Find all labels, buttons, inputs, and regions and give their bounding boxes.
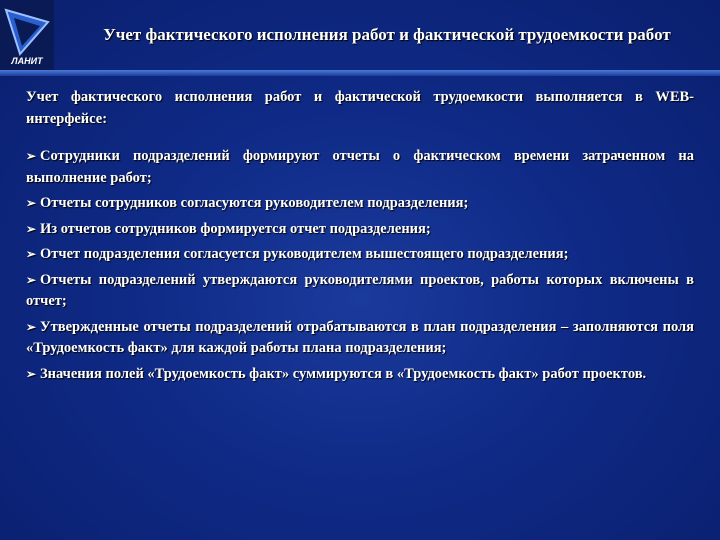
arrow-bullet-icon: ➢ bbox=[26, 221, 37, 236]
page-title: Учет фактического исполнения работ и фактической трудоемкости работ bbox=[103, 25, 671, 44]
arrow-bullet-icon: ➢ bbox=[26, 366, 37, 381]
triangle-logo-icon bbox=[0, 0, 54, 70]
list-item-text: Отчеты сотрудников согласуются руководителем подразделения; bbox=[40, 195, 469, 211]
content-area bbox=[26, 87, 694, 389]
company-logo bbox=[0, 0, 54, 70]
list-item bbox=[26, 270, 694, 313]
list-item bbox=[26, 364, 694, 386]
bullet-list bbox=[26, 146, 694, 385]
list-item bbox=[26, 244, 694, 266]
list-item-text: Из отчетов сотрудников формируется отчет подразделения; bbox=[40, 220, 431, 237]
list-item bbox=[26, 146, 694, 189]
list-item-text: Сотрудники подразделений формируют отчеты о фактическом времени затраченном на выполнение работ; bbox=[26, 148, 694, 186]
list-item bbox=[26, 193, 694, 215]
list-item-text: Отчет подразделения согласуется руководителем вышестоящего подразделения; bbox=[40, 246, 569, 262]
list-item-text: Утвержденные отчеты подразделений отрабатываются в план подразделения – заполняются поля «Трудоемкость факт» для каждой работы плана подразделения; bbox=[26, 318, 694, 356]
arrow-bullet-icon: ➢ bbox=[26, 247, 37, 261]
arrow-bullet-icon: ➢ bbox=[26, 272, 37, 287]
list-item-text: Отчеты подразделений утверждаются руководителями проектов, работы которых включены в отчет; bbox=[26, 271, 694, 309]
title-divider bbox=[0, 70, 720, 76]
intro-text: Учет фактического исполнения работ и фактической трудоемкости выполняется в WEB-интерфейсе: bbox=[26, 89, 694, 127]
list-item bbox=[26, 219, 694, 241]
list-item-text: Значения полей «Трудоемкость факт» суммируются в «Трудоемкость факт» работ проектов. bbox=[40, 365, 647, 382]
logo-text: ЛАНИТ bbox=[11, 56, 43, 66]
arrow-bullet-icon: ➢ bbox=[26, 319, 37, 334]
title-bar bbox=[54, 0, 720, 70]
arrow-bullet-icon: ➢ bbox=[26, 149, 37, 163]
arrow-bullet-icon: ➢ bbox=[26, 196, 37, 210]
list-item bbox=[26, 317, 694, 360]
